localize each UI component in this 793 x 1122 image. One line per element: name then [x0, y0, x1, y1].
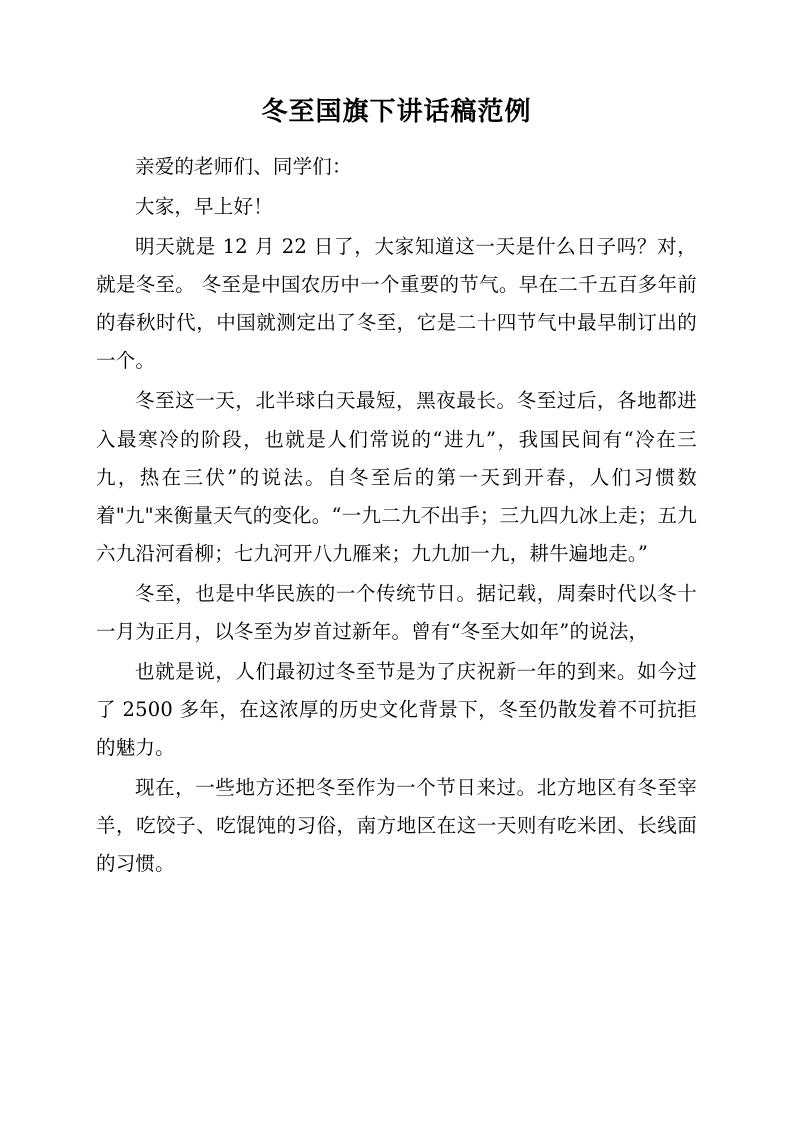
paragraph-salutation: 大家，早上好！	[135, 195, 273, 219]
paragraph-5: 现在，一些地方还把冬至作为一个节日来过。北方地区有冬至宰羊，吃饺子、吃馄饨的习俗，南方地区在这一天则有吃米团、长线面的习惯。	[96, 775, 697, 875]
paragraph-3: 冬至，也是中华民族的一个传统节日。据记载，周秦时代以冬十一月为正月，以冬至为岁首过新年。曾有“冬至大如年”的说法，	[96, 581, 697, 643]
paragraph-2: 冬至这一天，北半球白天最短，黑夜最长。冬至过后，各地都进入最寒冷的阶段，也就是人们常说的“进九”，我国民间有“冷在三九，热在三伏”的说法。自冬至后的第一天到开春，人们习惯数着"九"来衡量天气的变化。“一九二九不出手；三九四九冰上走；五九六九沿河看柳；七九河开八九雁来；九九加一九，耕牛遍地走。”	[96, 389, 697, 565]
paragraph-greeting: 亲爱的老师们、同学们：	[135, 155, 352, 179]
document-body	[96, 148, 697, 882]
page-title: 冬至国旗下讲话稿范例	[261, 97, 532, 127]
paragraph-1: 明天就是 12 月 22 日了，大家知道这一天是什么日子吗？对，就是冬至。 冬至是中国农历中一个重要的节气。早在二千五百多年前的春秋时代，中国就测定出了冬至，它是二十四节气中最早制订出的一个。	[96, 235, 697, 373]
paragraph-4: 也就是说，人们最初过冬至节是为了庆祝新一年的到来。如今过了 2500 多年，在这浓厚的历史文化背景下，冬至仍散发着不可抗拒的魅力。	[96, 659, 697, 759]
